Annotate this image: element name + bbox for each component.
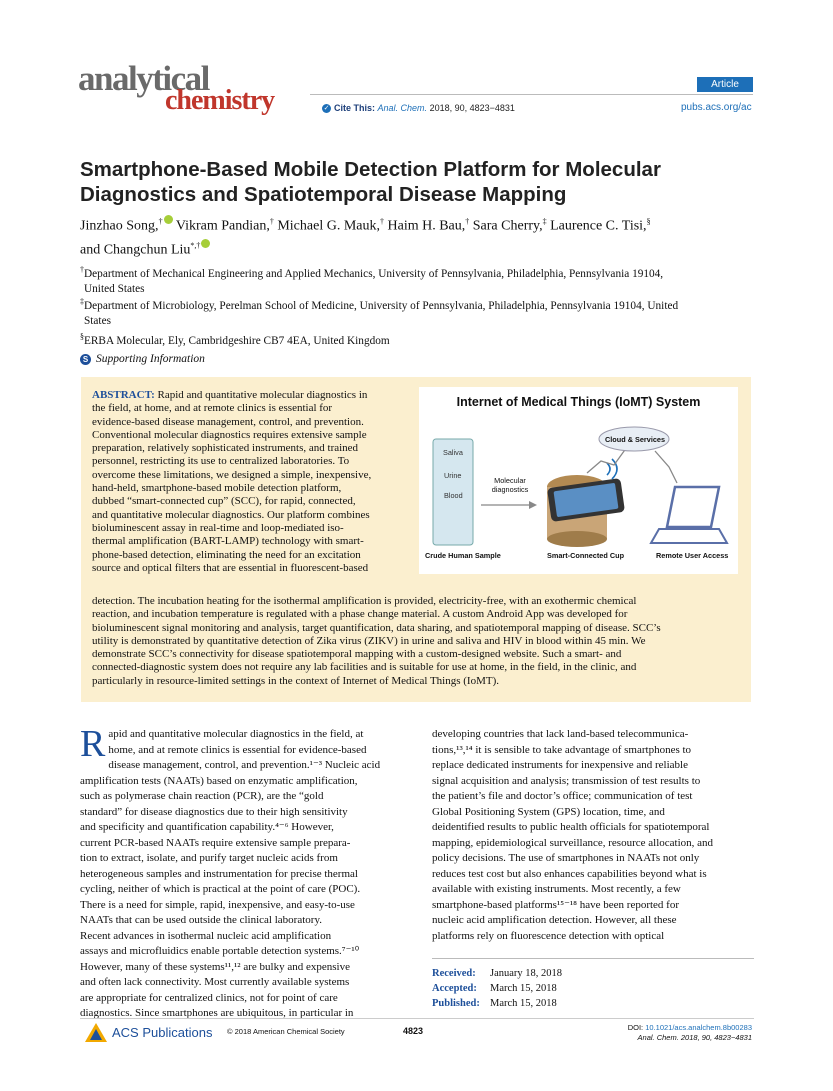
sample-urine: Urine — [444, 471, 462, 480]
body-line: and often lack connectivity. Most currently available systems — [80, 976, 350, 988]
body-line: developing countries that lack land-based telecommunica- — [432, 728, 689, 740]
author-name[interactable]: Jinzhao Song, — [80, 218, 159, 234]
abstract-full-text — [92, 595, 742, 688]
abstract-line: Rapid and quantitative molecular diagnostics in — [157, 389, 368, 401]
abstract-line: and quantitative molecular diagnostics. Our platform combines — [92, 508, 370, 521]
caption-sample: Crude Human Sample — [425, 551, 501, 560]
abstract-line: dubbed “smart-connected cup” (SCC), for rapid, connected, — [92, 495, 356, 508]
abstract-line: thermal amplification (BART-LAMP) technology with smart- — [92, 535, 364, 548]
body-line: cycling, neither of which is practical at the point of care (POC). — [80, 883, 361, 895]
author-affil-mark: § — [646, 217, 651, 226]
history-received — [432, 966, 562, 981]
body-line: and specificity and quantification capability.⁴⁻⁶ However, — [80, 821, 334, 833]
history-date: March 15, 2018 — [490, 998, 557, 1009]
author-name[interactable]: Michael G. Mauk, — [277, 218, 380, 234]
body-line: assays and microfluidics enable portable detection systems.⁷⁻¹⁰ — [80, 945, 360, 957]
author-name[interactable]: Sara Cherry, — [472, 218, 543, 234]
abstract-line: bioluminescent assay in real-time and loop-mediated iso- — [92, 521, 344, 534]
author-affil-mark: *,† — [190, 240, 201, 250]
body-line: However, many of these systems¹¹,¹² are bulky and expensive — [80, 960, 350, 973]
author-name[interactable]: and Changchun Liu — [80, 242, 191, 258]
affil-text: Department of Microbiology, Perelman School of Medicine, University of Pennsylvania, Philadelphia, Pennsylvania 19104, United — [84, 299, 679, 312]
cite-volume: 2018, 90, 4823−4831 — [429, 103, 515, 113]
body-right-column — [432, 727, 754, 944]
abstract-line: overcome these limitations, we designed a simple, inexpensive, — [92, 468, 372, 481]
toc-illustration — [419, 387, 738, 574]
cite-label: Cite This: — [334, 103, 376, 113]
body-line: such as polymerase chain reaction (PCR), are the “gold — [80, 790, 324, 802]
laptop-arrow — [655, 451, 677, 483]
supporting-info-label: Supporting Information — [96, 353, 205, 365]
body-line: apid and quantitative molecular diagnostics in the field, at — [108, 728, 364, 740]
caption-remote: Remote User Access — [656, 551, 729, 560]
abstract-line: preparation, relatively sophisticated instruments, and trained — [92, 442, 359, 455]
body-line: Global Positioning System (GPS) location, time, and — [432, 805, 665, 818]
history-date: January 18, 2018 — [490, 968, 563, 979]
affil-text: ERBA Molecular, Ely, Cambridgeshire CB7 4EA, United Kingdom — [84, 334, 390, 347]
author-list — [80, 212, 760, 259]
cloud-arrow — [587, 447, 627, 473]
doi-label: DOI: — [627, 1023, 644, 1032]
history-label: Accepted: — [432, 983, 477, 994]
body-line: mapping, epidemiological surveillance, resource allocation, and — [432, 836, 714, 849]
abstract-line: source and optical filters that are essential in fluorescent-based — [92, 561, 369, 574]
body-line: disease management, control, and prevention.¹⁻³ Nucleic acid — [108, 759, 381, 771]
history-published — [432, 996, 557, 1011]
abstract-line: hand-held, smartphone-based mobile detection platform, — [92, 482, 342, 495]
arrow-label — [489, 476, 531, 494]
body-line: nucleic acid amplification detection. However, all these — [432, 914, 677, 926]
title-line-1: Smartphone-Based Mobile Detection Platform for Molecular — [80, 158, 661, 181]
abstract-line: reaction, and incubation temperature is regulated with a phase change material. A custom Android App was developed for — [92, 608, 628, 621]
doi-link[interactable]: 10.1021/acs.analchem.8b00283 — [645, 1023, 752, 1032]
body-line: platforms rely on fluorescence detection with optical — [432, 929, 665, 942]
abstract-line: Conventional molecular diagnostics requires extensive sample — [92, 428, 367, 441]
author-affil-mark: † — [380, 217, 384, 226]
abstract-line: particularly in resource-limited settings in the context of Internet of Medical Things (IoMT). — [92, 674, 499, 687]
body-line: There is a need for simple, rapid, inexpensive, and easy-to-use — [80, 898, 355, 911]
body-line: tions,¹³,¹⁴ it is sensible to take advantage of smartphones to — [432, 743, 692, 756]
body-line: are appropriate for centralized clinics, not for point of care — [80, 991, 338, 1004]
body-line: smartphone-based platforms¹⁵⁻¹⁸ have been reported for — [432, 898, 680, 911]
acs-publications-link[interactable]: ACS Publications — [112, 1025, 213, 1040]
body-line: the patient’s file and doctor’s office; communication of test — [432, 790, 693, 802]
body-line: tion to extract, isolate, and purify target nucleic acids from — [80, 852, 338, 864]
title-line-2: Diagnostics and Spatiotemporal Disease Mapping — [80, 183, 567, 206]
history-date: March 15, 2018 — [490, 983, 557, 994]
abstract-label: ABSTRACT: — [92, 389, 155, 401]
article-type-badge: Article — [697, 77, 753, 92]
abstract-line: demonstrate SCC’s connectivity for disease spatiotemporal mapping with a custom-designed website. Such a smart- and — [92, 648, 622, 661]
paper-title — [80, 157, 760, 207]
abstract-line: detection. The incubation heating for the isothermal amplification is provided, electricity-free, with an exothermic chemical — [92, 595, 637, 607]
page-number: 4823 — [403, 1026, 424, 1036]
body-line: diagnostics. Since smartphones are ubiquitous, in particular in — [80, 1007, 354, 1019]
history-rule — [432, 958, 754, 959]
drop-cap: R — [80, 723, 106, 765]
abstract-line: connected-diagnostic system does not require any lab facilities and is suitable for use at home, in the field, in the clinic, and — [92, 661, 637, 674]
body-left-column — [80, 723, 402, 1022]
journal-logo-chemistry: chemistry — [165, 85, 275, 116]
journal-logo-analytical: analytical — [78, 59, 209, 98]
orcid-icon[interactable] — [201, 239, 210, 248]
body-line: NAATs that can be used outside the clinical laboratory. — [80, 914, 322, 926]
affil-text-cont: United States — [84, 282, 145, 295]
affiliation-1 — [80, 262, 755, 297]
history-label: Published: — [432, 998, 480, 1009]
orcid-icon[interactable] — [164, 215, 173, 224]
abstract-line: evidence-based disease management, control, and prevention. — [92, 415, 364, 428]
check-icon: ✓ — [323, 105, 330, 113]
header-rule — [310, 94, 753, 95]
body-line: amplification tests (NAATs) based on enzymatic amplification, — [80, 774, 358, 787]
laptop-base-icon — [651, 529, 727, 543]
abstract-line: bioluminescent signal monitoring and analysis, target quantification, data sharing, and spatiotemporal mapping of disease. SCC’s — [92, 621, 661, 634]
body-line: heterogeneous samples and instrumentation for precise thermal — [80, 867, 358, 880]
acs-logo-icon — [84, 1022, 108, 1044]
body-line: Recent advances in isothermal nucleic acid amplification — [80, 929, 332, 942]
cite-journal: Anal. Chem. — [377, 103, 428, 113]
body-line: deidentified results to public health officials for spatiotemporal — [432, 821, 710, 833]
laptop-icon — [667, 487, 719, 527]
affil-mark: † — [80, 265, 84, 274]
body-line: policy decisions. The use of smartphones in NAATs not only — [432, 852, 700, 864]
abstract-line: utility is demonstrated by quantitative detection of Zika virus (ZIKV) in urine and saliva and HIV in blood within 45 min. We — [92, 634, 646, 647]
doi-block — [621, 1023, 752, 1043]
caption-cup: Smart-Connected Cup — [547, 551, 625, 560]
cite-this[interactable] — [322, 103, 515, 113]
body-line: signal acquisition and analysis; transmission of test results to — [432, 774, 701, 787]
footer-rule — [80, 1018, 754, 1019]
abstract-left-text — [92, 389, 410, 575]
history-label: Received: — [432, 968, 476, 979]
body-line: current PCR-based NAATs require extensive sample prepara- — [80, 836, 351, 849]
author-name[interactable]: Haim H. Bau, — [387, 218, 466, 234]
abstract-line: personnel, restricting its use to centralized laboratories. To — [92, 455, 350, 468]
sample-blood: Blood — [444, 491, 463, 500]
abstract-line: phone-based detection, eliminating the need for an excitation — [92, 548, 361, 561]
body-line: reduces test cost but also enhances capabilities beyond what is — [432, 867, 707, 880]
body-line: replace dedicated instruments for inexpensive and reliable — [432, 759, 688, 771]
copyright: © 2018 American Chemical Society — [227, 1027, 345, 1036]
affil-mark: § — [80, 332, 84, 341]
arrow-label-2: diagnostics — [491, 485, 529, 494]
history-accepted — [432, 981, 557, 996]
affil-mark: ‡ — [80, 297, 84, 306]
supporting-info-icon: S — [80, 354, 91, 365]
author-affil-mark: ‡ — [542, 217, 547, 226]
arrow-label-1: Molecular — [494, 476, 526, 485]
body-line: available with existing instruments. Most recently, a few — [432, 883, 681, 895]
author-affil-mark: † — [465, 217, 470, 226]
author-name[interactable]: Laurence C. Tisi, — [550, 218, 647, 234]
affiliation-3 — [80, 329, 755, 349]
affil-text-cont: States — [84, 314, 111, 327]
journal-url-link[interactable]: pubs.acs.org/ac — [681, 102, 752, 113]
body-line: standard” for disease diagnostics due to their high sensitivity — [80, 805, 348, 818]
affil-text: Department of Mechanical Engineering and Applied Mechanics, University of Pennsylvania, Philadelphia, Pennsylvania 19104, — [84, 267, 664, 280]
author-affil-mark: † — [158, 217, 163, 226]
body-line: home, and at remote clinics is essential for evidence-based — [108, 743, 367, 756]
cloud-label: Cloud & Services — [605, 435, 666, 444]
toc-graphic — [419, 387, 738, 574]
journal-reference: Anal. Chem. 2018, 90, 4823−4831 — [637, 1033, 752, 1042]
author-affil-mark: † — [269, 217, 274, 226]
abstract-line: the field, at home, and at remote clinics is essential for — [92, 402, 333, 415]
supporting-information-link[interactable] — [80, 353, 205, 365]
toc-title: Internet of Medical Things (IoMT) System — [456, 395, 701, 409]
sample-saliva: Saliva — [443, 448, 463, 457]
author-name[interactable]: Vikram Pandian, — [175, 218, 270, 234]
cup-base-shape — [547, 531, 607, 547]
arrow-head — [529, 501, 537, 509]
affiliation-2 — [80, 294, 755, 329]
